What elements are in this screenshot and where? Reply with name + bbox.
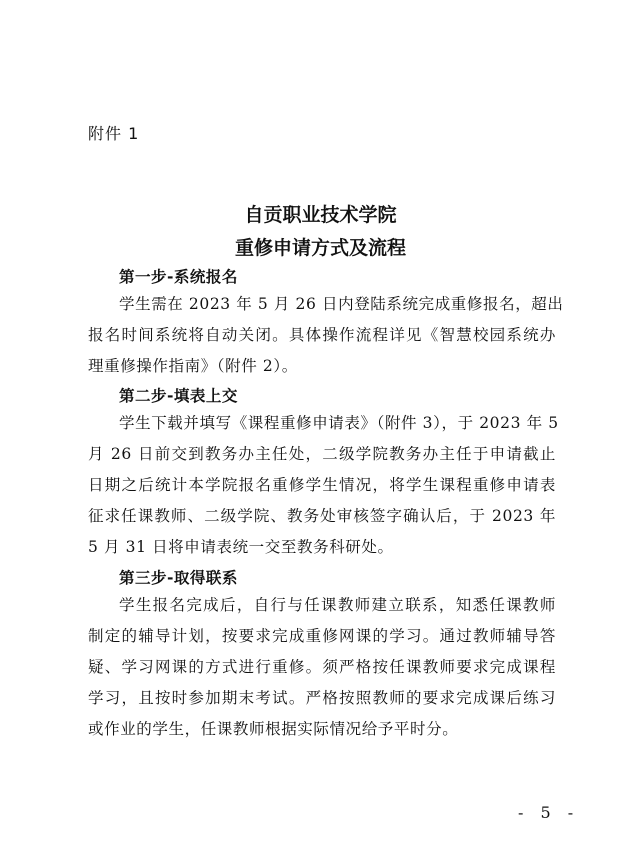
title-line-2: 重修申请方式及流程	[234, 237, 406, 259]
section-body-step-3	[88, 590, 556, 745]
section-body-step-1	[88, 289, 564, 382]
paragraph-line: 学生需在 2023 年 5 月 26 日内登陆系统完成重修报名，超出	[119, 295, 564, 313]
paragraph-line: 月 26 日前交到教务办主任处，二级学院教务办主任于申请截止	[88, 445, 556, 463]
annex-label: 附件 1	[88, 124, 140, 143]
section-heading-step-2: 第二步-填表上交	[119, 387, 238, 405]
paragraph-line: 理重修操作指南》（附件 2）。	[88, 357, 298, 375]
section-heading-step-1: 第一步-系统报名	[119, 268, 238, 286]
page-number: - 5 -	[518, 803, 580, 822]
paragraph-line: 日期之后统计本学院报名重修学生情况，将学生课程重修申请表	[88, 476, 556, 494]
paragraph-line: 或作业的学生，任课教师根据实际情况给予平时分。	[88, 720, 459, 738]
paragraph-line: 5 月 31 日将申请表统一交至教务科研处。	[88, 538, 394, 556]
paragraph-line: 疑、学习网课的方式进行重修。须严格按任课教师要求完成课程	[88, 658, 556, 676]
paragraph-line: 制定的辅导计划，按要求完成重修网课的学习。通过教师辅导答	[88, 627, 556, 645]
paragraph-line: 征求任课教师、二级学院、教务处审核签字确认后，于 2023 年	[88, 507, 556, 525]
document-title	[0, 199, 641, 265]
paragraph-line: 学习，且按时参加期末考试。严格按照教师的要求完成课后练习	[88, 689, 556, 707]
title-line-1: 自贡职业技术学院	[244, 204, 397, 226]
paragraph-line: 学生下载并填写《课程重修申请表》（附件 3），于 2023 年 5	[119, 414, 559, 432]
section-body-step-2	[88, 408, 559, 563]
paragraph-line: 报名时间系统将自动关闭。具体操作流程详见《智慧校园系统办	[88, 326, 556, 344]
paragraph-line: 学生报名完成后，自行与任课教师建立联系，知悉任课教师	[119, 596, 556, 614]
section-heading-step-3: 第三步-取得联系	[119, 569, 238, 587]
